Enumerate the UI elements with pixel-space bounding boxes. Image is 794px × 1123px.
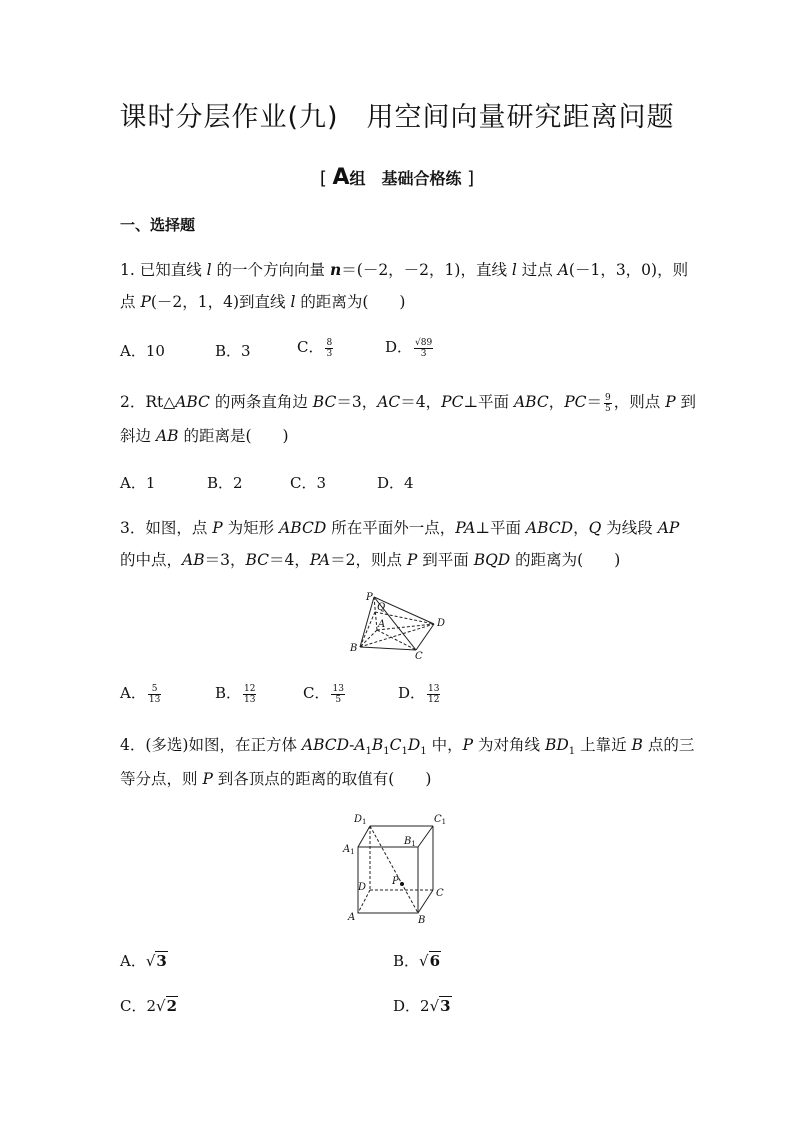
q3-line2: 的中点，AB＝3，BC＝4，PA＝2，则点 P 到平面 BQD 的距离为( ) [120,551,621,569]
group-label: 组 基础合格练 [349,169,462,188]
q1-line1: 1. 已知直线 l 的一个方向向量 n＝(－2，－2，1)，直线 l 过点 A(－1，3，0)，则 [120,260,689,279]
label-D: D [437,618,446,629]
bracket-right: ] [467,168,475,189]
q3-line1: 3．如图，点 P 为矩形 ABCD 所在平面外一点，PA⊥平面 ABCD，Q 为线段 AP [120,519,680,537]
cube-figure [340,810,460,928]
bracket-left: [ [319,168,327,189]
label-C1: $C_1$ [434,814,447,826]
label-B1: $B_1$ [404,836,416,848]
label-A: A [378,619,386,630]
page-title: 课时分层作业(九) 用空间向量研究距离问题 [119,102,675,133]
q2-option-b[interactable]: B．2 [207,474,243,492]
group-header [0,165,794,190]
label-D: D [358,882,367,893]
pyramid-figure [340,588,450,660]
q4-option-c[interactable]: C．2√2 [120,997,178,1015]
label-D1: $D_1$ [354,814,367,826]
q2-option-d[interactable]: D．4 [377,474,414,492]
q1-option-c[interactable]: C． $\frac{8}{3}$ [297,337,333,359]
q1-option-d[interactable]: D． $\frac{√89}{3}$ [385,337,433,359]
label-P: P [366,592,373,603]
q4-line2: 等分点，则 P 到各顶点的距离的取值有( ) [120,770,432,788]
q4-option-a[interactable]: A．√3 [120,952,167,970]
q3-option-d[interactable]: D． $\frac{13}{12}$ [398,683,440,705]
q1-option-b[interactable]: B．3 [215,342,251,360]
label-Q: Q [377,602,386,613]
label-B: B [350,643,358,654]
point-P-dot [400,882,404,886]
q4-line1: 4．(多选)如图，在正方体 ABCD-$A_1B_1C_1D_1$ 中，P 为对角线 $BD_1$ 上靠近 B 点的三 [120,736,695,758]
q2-line2: 斜边 AB 的距离是( ) [120,427,289,445]
group-letter: A [332,165,350,190]
q3-option-c[interactable]: C． $\frac{13}{5}$ [303,683,344,705]
q2-line1: 2．Rt△ABC 的两条直角边 BC＝3，AC＝4，PC⊥平面 ABC，PC＝ $\frac{9}{5}$ ，则点 P 到 [120,392,697,414]
q3-option-b[interactable]: B． $\frac{12}{13}$ [215,683,256,705]
q4-option-b[interactable]: B．√6 [393,952,441,970]
label-A: A [348,912,356,923]
label-C: C [415,651,423,660]
q1-option-a[interactable]: A．10 [120,342,165,360]
q1-line2: 点 P(－2，1，4)到直线 l 的距离为( ) [120,293,406,311]
q4-option-d[interactable]: D．2√3 [393,997,451,1015]
label-A1: $A_1$ [343,844,355,856]
q2-option-c[interactable]: C．3 [290,474,327,492]
q3-option-a[interactable]: A． $\frac{5}{13}$ [120,683,161,705]
q2-option-a[interactable]: A．1 [120,474,156,492]
label-P: P [392,876,399,887]
label-C: C [436,888,444,899]
label-B: B [418,915,426,926]
section-heading: 一、选择题 [120,216,196,234]
